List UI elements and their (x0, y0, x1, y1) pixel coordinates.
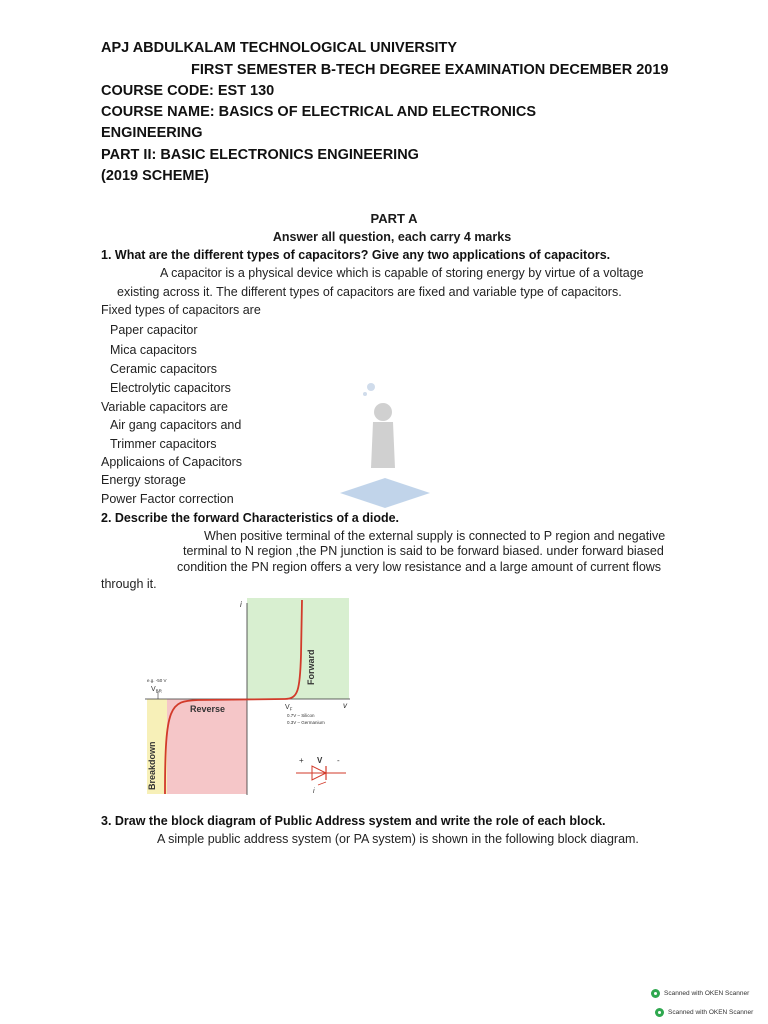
scanner-stamp-text: Scanned with OKEN Scanner (668, 1009, 754, 1016)
q2-answer-line: through it. (101, 577, 157, 591)
list-item: Trimmer capacitors (110, 437, 217, 451)
scanner-stamp (655, 1008, 753, 1017)
watermark-logo (335, 378, 435, 518)
reverse-label: Reverse (190, 704, 226, 714)
course-name-continued: ENGINEERING (101, 125, 203, 141)
list-item: Air gang capacitors and (110, 418, 242, 432)
part-a-instruction: Answer all question, each carry 4 marks (272, 230, 512, 244)
variable-capacitors-heading: Variable capacitors are (101, 400, 228, 414)
question-2: 2. Describe the forward Characteristics of a diode. (101, 511, 400, 525)
scheme: (2019 SCHEME) (101, 168, 209, 184)
diode-characteristic-graph (140, 595, 360, 800)
list-item: Electrolytic capacitors (110, 381, 231, 395)
part-a-title: PART A (370, 211, 418, 226)
scanner-stamp (651, 989, 749, 998)
q2-answer-line: condition the PN region offers a very low resistance and a large amount of current flows (177, 560, 662, 574)
q1-answer-line: existing across it. The different types of capacitors are fixed and variable type of capacitors. (117, 285, 622, 299)
list-item: Ceramic capacitors (110, 362, 217, 376)
course-name: COURSE NAME: BASICS OF ELECTRICAL AND ELECTRONICS (101, 104, 537, 120)
fixed-capacitors-heading: Fixed types of capacitors are (101, 303, 261, 317)
vf-label: $V_F$ (285, 704, 293, 712)
breakdown-label: Breakdown (147, 741, 157, 790)
diode-symbol-icon (296, 766, 346, 785)
axis-i-label: i (240, 600, 242, 609)
q2-answer-line: terminal to N region ,the PN junction is said to be forward biased. under forward biased (183, 544, 664, 558)
list-item: Mica capacitors (110, 343, 197, 357)
symbol-v: V (317, 756, 323, 765)
exam-title: FIRST SEMESTER B-TECH DEGREE EXAMINATION DECEMBER 2019 (191, 62, 669, 78)
q3-answer-line: A simple public address system (or PA system) is shown in the following block diagram. (157, 832, 639, 846)
question-1: 1. What are the different types of capacitors? Give any two applications of capacitors. (101, 248, 611, 262)
q2-answer-line: When positive terminal of the external supply is connected to P region and negative (204, 529, 666, 543)
list-item: Energy storage (101, 473, 186, 487)
symbol-plus: + (299, 756, 304, 765)
forward-label: Forward (306, 649, 316, 685)
question-3: 3. Draw the block diagram of Public Address system and write the role of each block. (101, 814, 606, 828)
course-code: COURSE CODE: EST 130 (101, 83, 275, 99)
germanium-note: 0.3V – Germanium (287, 720, 325, 725)
scanner-logo-icon (655, 1008, 664, 1017)
symbol-minus: - (337, 756, 340, 765)
list-item: Paper capacitor (110, 323, 198, 337)
scanner-logo-icon (651, 989, 660, 998)
scanner-stamp-text: Scanned with OKEN Scanner (664, 990, 750, 997)
vbr-label: $V_{BR}$ (151, 686, 162, 694)
symbol-i: i (313, 788, 315, 795)
part-title: PART II: BASIC ELECTRONICS ENGINEERING (101, 147, 419, 163)
forward-region (247, 598, 349, 699)
silicon-note: 0.7V – Silicon (287, 713, 315, 718)
q1-answer-line: A capacitor is a physical device which is capable of storing energy by virtue of a voltage (160, 266, 644, 280)
axis-v-label: v (343, 701, 347, 710)
university-title: APJ ABDULKALAM TECHNOLOGICAL UNIVERSITY (101, 40, 458, 56)
list-item: Power Factor correction (101, 492, 234, 506)
breakdown-note: e.g. -50 V (147, 678, 167, 683)
applications-heading: Applicaions of Capacitors (101, 455, 243, 469)
